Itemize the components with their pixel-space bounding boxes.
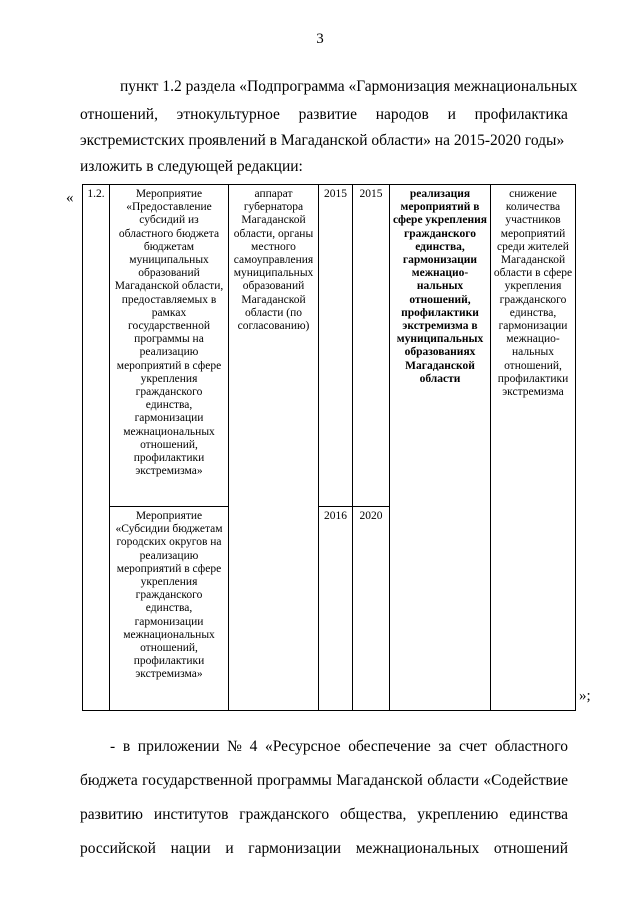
measure-cell: Мероприятие «Предоставление субсидий из областного бюджета бюджетам муниципальных образований Магаданской области, предоставляемых в рамках государственной программы на реализацию мероприятий в сфере укрепления гражданского единства, гармонизации межнациональных отношений, профилактики экстремизма» <box>110 185 229 507</box>
year-start-cell: 2015 <box>319 185 353 507</box>
word: гражданского <box>239 806 330 823</box>
program-table <box>82 184 576 711</box>
word: обеспечение <box>348 738 431 755</box>
word: межнациональных <box>355 840 480 857</box>
year-start-cell: 2016 <box>319 507 353 711</box>
word: приложении <box>137 738 220 755</box>
word: этнокультурное <box>176 106 280 123</box>
measure-cell: Мероприятие «Субсидии бюджетам городских округов на реализацию мероприятий в сфере укрепления гражданского единства, гармонизации межнациональных отношений, профилактики экстремизма» <box>110 507 229 711</box>
intro-line-1: пункт 1.2 раздела «Подпрограмма «Гармонизация межнациональных <box>120 78 578 95</box>
word: 4 <box>249 738 258 755</box>
word: и <box>225 840 234 857</box>
intro-line-4: изложить в следующей редакции: <box>80 158 303 175</box>
word: институтов <box>153 806 229 823</box>
word: профилактика <box>474 106 568 123</box>
word: отношений, <box>80 106 158 123</box>
closing-line-4 <box>80 840 568 858</box>
word: и <box>447 106 456 123</box>
word: народов <box>375 106 429 123</box>
word: гармонизации <box>248 840 342 857</box>
word: укреплению <box>417 806 499 823</box>
word: областного <box>494 738 568 755</box>
intro-line-3: экстремистских проявлений в Магаданской области» на 2015-2020 годы» <box>80 132 565 149</box>
executor-cell: аппарат губернатора Магаданской области, органы местного самоуправления муниципальных образований Магаданской области (по согласованию) <box>229 185 319 711</box>
word: развитию <box>80 806 144 823</box>
word: отношений <box>493 840 568 857</box>
intro-line-2 <box>80 103 568 127</box>
word: в <box>122 738 131 755</box>
result-cell: реализация мероприятий в сфере укрепления гражданского единства, гармонизации межнацио-нальных отношений, профилактики экстремизма в муниципальных образованиях Магаданской области <box>390 185 491 711</box>
word: за <box>438 738 452 755</box>
close-quote: »; <box>579 688 591 704</box>
open-quote: « <box>66 190 74 206</box>
page-number: 3 <box>316 31 324 47</box>
closing-line-3 <box>80 806 568 824</box>
word: российской <box>80 840 156 857</box>
word: развитие <box>298 106 357 123</box>
closing-line-2: бюджета государственной программы Магаданской области «Содействие <box>80 772 568 789</box>
table-row <box>83 185 576 507</box>
word: единства <box>509 806 568 823</box>
word: «Ресурсное <box>264 738 341 755</box>
word: общества, <box>340 806 407 823</box>
year-end-cell: 2015 <box>353 185 390 507</box>
closing-line-1 <box>110 738 568 756</box>
word: нации <box>170 840 211 857</box>
year-end-cell: 2020 <box>353 507 390 711</box>
item-number-cell: 1.2. <box>83 185 110 711</box>
word: - <box>110 738 116 755</box>
indicator-cell: снижение количества участников мероприятий среди жителей Магаданской области в сфере укрепления гражданского единства, гармонизации межнацио-нальных отношений, профилактики экстремизма <box>491 185 576 711</box>
word: № <box>227 738 242 755</box>
word: счет <box>459 738 488 755</box>
